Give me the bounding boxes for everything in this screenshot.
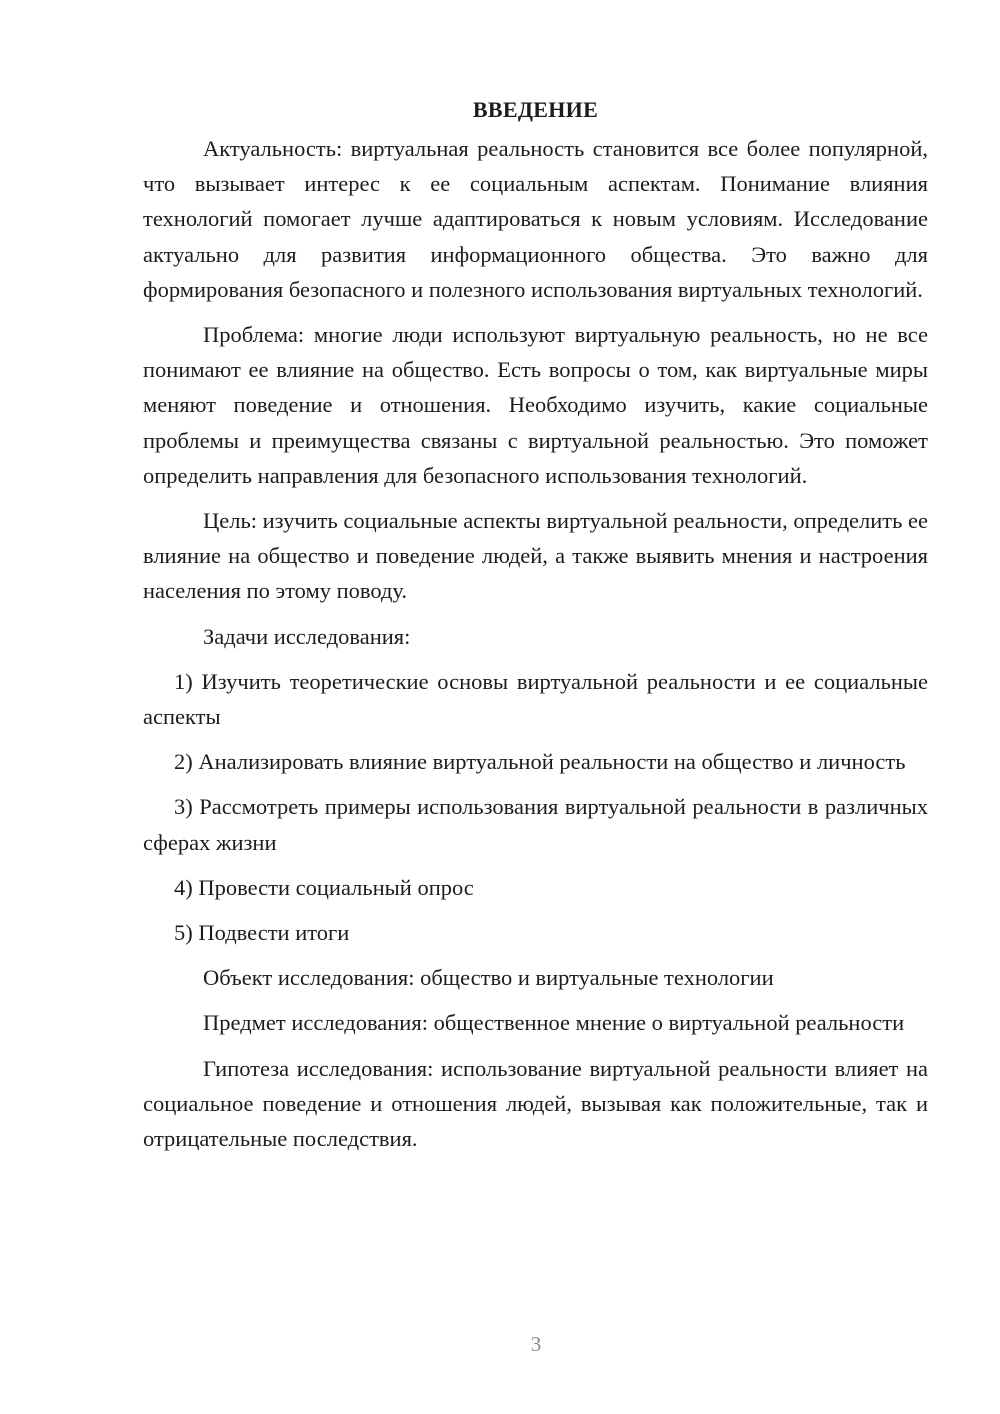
task-item-1: 1) Изучить теоретические основы виртуальной реальности и ее социальные аспекты	[143, 668, 928, 730]
document-page	[143, 92, 928, 1156]
page-number: 3	[530, 1332, 542, 1356]
tasks-heading: Задачи исследования:	[203, 623, 411, 649]
object-paragraph: Объект исследования: общество и виртуальные технологии	[203, 965, 774, 991]
goal-paragraph: Цель: изучить социальные аспекты виртуальной реальности, определить ее влияние на общество и поведение людей, а также выявить мнения и настроения населения по этому поводу.	[143, 508, 928, 604]
section-heading: ВВЕДЕНИЕ	[472, 97, 599, 122]
task-item-4: 4) Провести социальный опрос	[174, 874, 474, 900]
task-item-5: 5) Подвести итоги	[174, 920, 350, 946]
task-item-3: 3) Рассмотреть примеры использования виртуальной реальности в различных сферах жизни	[143, 794, 928, 855]
task-item-2: 2) Анализировать влияние виртуальной реальности на общество и личность	[174, 749, 906, 775]
problem-paragraph: Проблема: многие люди используют виртуальную реальность, но не все понимают ее влияние на общество. Есть вопросы о том, как виртуальные миры меняют поведение и отношения. Необходимо изучить, какие социальные проблемы и преимущества связаны с виртуальной реальностью. Это поможет определить направления для безопасного использования технологий.	[143, 322, 928, 488]
hypothesis-paragraph: Гипотеза исследования: использование виртуальной реальности влияет на социальное поведение и отношения людей, вызывая как положительные, так и отрицательные последствия.	[143, 1055, 928, 1152]
subject-paragraph: Предмет исследования: общественное мнение о виртуальной реальности	[203, 1010, 905, 1036]
relevance-paragraph: Актуальность: виртуальная реальность становится все более популярной, что вызывает интерес к ее социальным аспектам. Понимание влияния технологий помогает лучше адаптироваться к новым условиям. Исследование актуально для развития информационного общества. Это важно для формирования безопасного и полезного использования виртуальных технологий.	[143, 136, 928, 302]
